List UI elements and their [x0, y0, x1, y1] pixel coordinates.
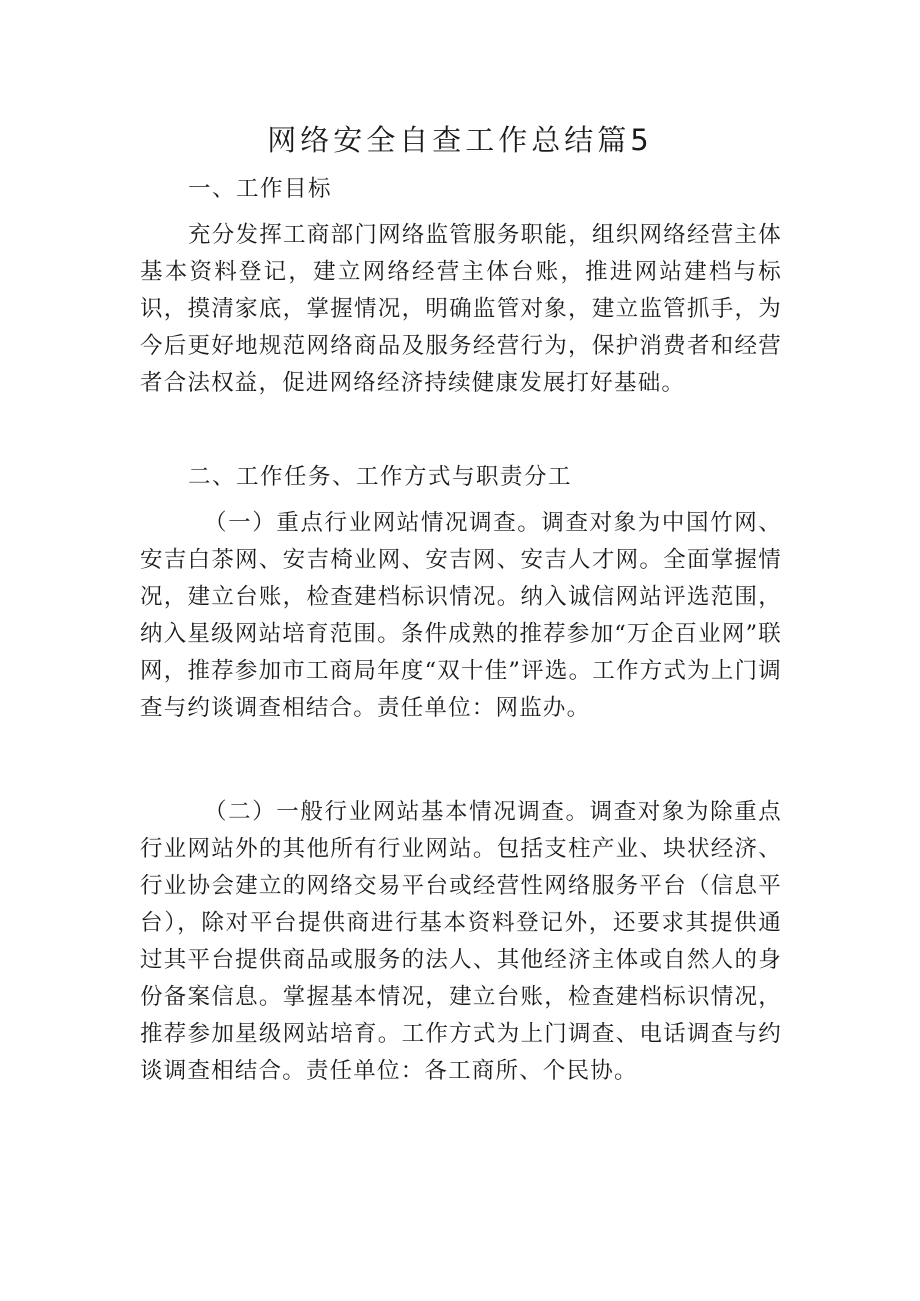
paragraph-general-sites: （二）一般行业网站基本情况调查。调查对象为除重点行业网站外的其他所有行业网站。包括支柱产业、块状经济、行业协会建立的网络交易平台或经营性网络服务平台（信息平台），除对平台提供商进行基本资料登记外，还要求其提供通过其平台提供商品或服务的法人、其他经济主体或自然人的身份备案信息。掌握基本情况，建立台账，检查建档标识情况，推荐参加星级网站培育。工作方式为上门调查、电话调查与约谈调查相结合。责任单位：各工商所、个民协。 — [140, 799, 782, 1084]
section-heading-goals: 一、工作目标 — [188, 176, 333, 202]
document-title: 网络安全自查工作总结篇5 — [267, 123, 653, 157]
paragraph-goals: 充分发挥工商部门网络监管服务职能，组织网络经营主体基本资料登记，建立网络经营主体台账，推进网站建档与标识，摸清家底，掌握情况，明确监管对象，建立监管抓手，为今后更好地规范网络商品及服务经营行为，保护消费者和经营者合法权益，促进网络经济持续健康发展打好基础。 — [140, 222, 782, 396]
section-heading-tasks: 二、工作任务、工作方式与职责分工 — [188, 464, 573, 490]
paragraph-key-sites: （一）重点行业网站情况调查。调查对象为中国竹网、安吉白茶网、安吉椅业网、安吉网、安吉人才网。全面掌握情况，建立台账，检查建档标识情况。纳入诚信网站评选范围，纳入星级网站培育范围。条件成熟的推荐参加“万企百业网”联网，推荐参加市工商局年度“双十佳”评选。工作方式为上门调查与约谈调查相结合。责任单位：网监办。 — [140, 510, 782, 721]
